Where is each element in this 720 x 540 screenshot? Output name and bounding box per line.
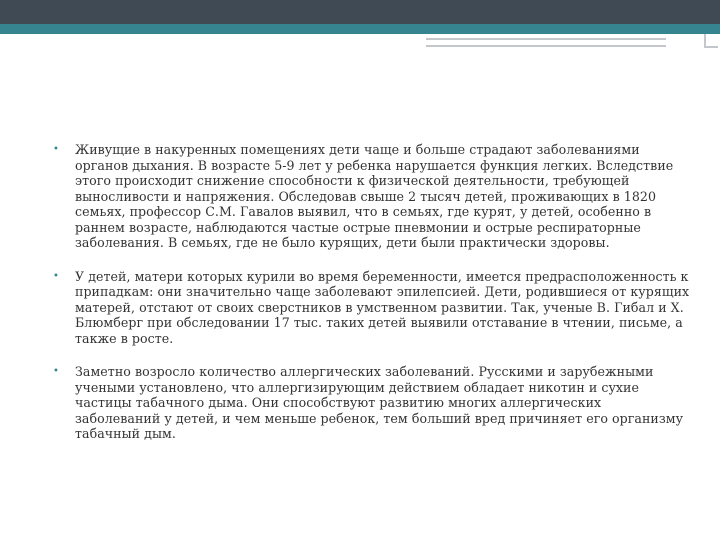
decorative-corner xyxy=(704,34,718,48)
bullet-item xyxy=(50,142,690,251)
bullet-marker: • xyxy=(53,144,59,155)
bullet-text: У детей, матери которых курили во время беременности, имеется предрасположенность к припадкам: они значительно чаще заболевают эпилепсией. Дети, родившиеся от курящих матерей, отстают от своих сверстников в умственном развитии. Так, ученые В. Гибал и Х. Блюмберг при обследовании 17 тыс. таких детей выявили отставание в чтении, письме, а также в росте. xyxy=(75,268,690,346)
bullet-item xyxy=(50,269,690,347)
top-bar xyxy=(0,0,720,24)
decorative-rule-bottom xyxy=(426,45,666,47)
slide-body xyxy=(50,142,690,460)
bullet-marker: • xyxy=(53,270,59,282)
bullet-marker: • xyxy=(53,366,59,377)
accent-bar xyxy=(0,24,720,34)
decorative-rule-top xyxy=(426,38,666,40)
bullet-text: Живущие в накуренных помещениях дети чаще и больше страдают заболеваниями органов дыхания. В возрасте 5-9 лет у ребенка нарушается функция легких. Вследствие этого происходит снижение способности к физической деятельности, требующей выносливости и напряжения. Обследовав свыше 2 тысяч детей, проживающих в 1820 семьях, профессор С.М. Гавалов выявил, что в семьях, где курят, у детей, особенно в раннем возрасте, наблюдаются частые острые пневмонии и острые респираторные заболевания. В семьях, где не было курящих, дети были практически здоровы. xyxy=(75,142,674,250)
bullet-text: Заметно возросло количество аллергических заболеваний. Русскими и зарубежными учеными установлено, что аллергизирующим действием обладает никотин и сухие частицы табачного дыма. Они способствуют развитию многих аллергических заболеваний у детей, и чем меньше ребенок, тем больший вред причиняет его организму табачный дым. xyxy=(75,364,684,441)
bullet-item xyxy=(50,364,690,442)
